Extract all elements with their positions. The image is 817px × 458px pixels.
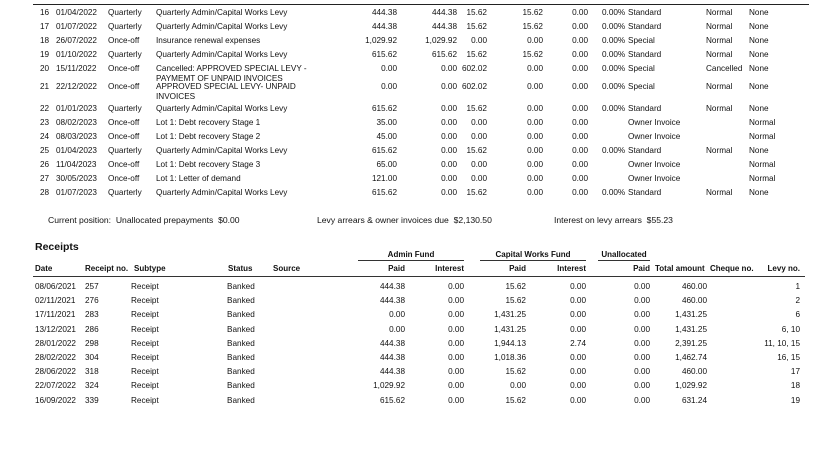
levy-frequency: Quarterly (108, 146, 142, 155)
levy-status: Owner Invoice (628, 174, 681, 183)
levy-interest: 0.00 (572, 8, 588, 17)
arrears-label: Levy arrears & owner invoices due (317, 215, 449, 225)
header-receipt-no: Receipt no. (85, 264, 129, 273)
receipt-no: 318 (85, 367, 99, 377)
receipt-status: Banked (227, 324, 255, 334)
levy-capital-amount: 602.02 (461, 64, 487, 73)
levy-category: Special (628, 82, 655, 91)
levy-capital-paid: 0.00 (527, 146, 543, 155)
levy-category: Standard (628, 8, 662, 17)
levy-date: 11/04/2023 (56, 160, 97, 169)
levy-no: 25 (40, 146, 50, 155)
receipt-total: 1,462.74 (675, 353, 707, 362)
levy-capital-amount: 0.00 (471, 36, 487, 45)
levy-date: 30/05/2023 (56, 174, 97, 183)
levy-discount: 0.00% (602, 82, 626, 91)
receipt-subtype: Receipt (131, 324, 159, 334)
header-cheque-no: Cheque no. (710, 264, 754, 273)
levy-note: None (749, 64, 769, 73)
receipt-levy-no: 18 (790, 381, 800, 391)
levy-admin-paid: 444.38 (431, 22, 457, 31)
receipt-subtype: Receipt (131, 395, 159, 405)
receipt-total: 2,391.25 (675, 338, 707, 348)
levy-admin-paid: 615.62 (431, 50, 457, 59)
levy-capital-amount: 0.00 (471, 118, 487, 127)
levy-description: Quarterly Admin/Capital Works Levy (156, 22, 288, 31)
levy-capital-paid: 0.00 (527, 82, 543, 91)
levy-category: Standard (628, 50, 662, 59)
receipt-admin-interest: 0.00 (448, 310, 464, 320)
receipt-subtype: Receipt (131, 310, 159, 320)
receipt-levy-no: 1 (795, 282, 800, 291)
levy-description: Lot 1: Debt recovery Stage 3 (156, 160, 261, 169)
levy-description: Cancelled: APPROVED SPECIAL LEVY - PAYMEMT OF UNPAID INVOICES (156, 64, 307, 83)
levy-admin-amount: 121.00 (371, 174, 397, 183)
top-rule (33, 4, 809, 5)
receipt-admin-paid: 615.62 (379, 395, 405, 405)
levy-discount: 0.00% (602, 64, 626, 73)
levy-admin-paid: 0.00 (441, 118, 457, 127)
levy-capital-amount: 0.00 (471, 160, 487, 169)
levy-capital-paid: 0.00 (527, 174, 543, 183)
levy-frequency: Once-off (108, 174, 140, 183)
levy-admin-amount: 615.62 (371, 104, 397, 113)
levy-category: Special (628, 36, 655, 45)
levy-admin-amount: 615.62 (371, 146, 397, 155)
receipt-admin-paid: 444.38 (379, 367, 405, 377)
receipt-admin-paid: 444.38 (379, 282, 405, 291)
receipt-capital-paid: 0.00 (510, 381, 526, 391)
levy-no: 27 (40, 174, 50, 183)
receipt-no: 276 (85, 296, 99, 306)
levy-capital-amount: 15.62 (466, 22, 487, 31)
levy-capital-paid: 0.00 (527, 104, 543, 113)
admin-fund-rule (358, 260, 464, 261)
levy-category: Special (628, 64, 655, 73)
receipt-total: 631.24 (681, 395, 707, 405)
prepayments-value: $0.00 (218, 215, 240, 225)
levy-admin-paid: 444.38 (431, 8, 457, 17)
levy-admin-amount: 615.62 (371, 50, 397, 59)
levy-status: Owner Invoice (628, 118, 681, 127)
levy-description: Quarterly Admin/Capital Works Levy (156, 50, 288, 59)
levy-date: 01/07/2022 (56, 22, 97, 31)
receipt-no: 286 (85, 324, 99, 334)
receipt-no: 324 (85, 381, 99, 391)
receipt-total: 460.00 (681, 296, 707, 306)
receipt-capital-interest: 0.00 (570, 324, 586, 334)
receipt-capital-interest: 0.00 (570, 310, 586, 320)
levy-frequency: Quarterly (108, 188, 142, 197)
receipt-date: 22/07/2022 (35, 381, 76, 391)
levy-capital-paid: 0.00 (527, 118, 543, 127)
levy-admin-paid: 0.00 (441, 146, 457, 155)
levy-description: Lot 1: Letter of demand (156, 174, 241, 183)
receipt-no: 304 (85, 353, 99, 362)
levy-discount: 0.00% (602, 188, 626, 197)
levy-interest: 0.00 (572, 104, 588, 113)
levy-no: 23 (40, 118, 50, 127)
capital-works-rule (480, 260, 586, 261)
receipt-unallocated: 0.00 (634, 353, 650, 362)
receipt-subtype: Receipt (131, 296, 159, 306)
header-unallocated-paid: Paid (633, 264, 650, 273)
levy-category: Standard (628, 104, 662, 113)
levy-status: Normal (706, 8, 733, 17)
levy-no: 17 (40, 22, 50, 31)
receipt-no: 257 (85, 282, 99, 291)
levy-frequency: Quarterly (108, 8, 142, 17)
levy-status: Normal (706, 146, 733, 155)
receipt-status: Banked (227, 310, 255, 320)
receipt-admin-interest: 0.00 (448, 324, 464, 334)
levy-interest: 0.00 (572, 22, 588, 31)
receipt-no: 298 (85, 338, 99, 348)
receipt-status: Banked (227, 296, 255, 306)
levy-admin-amount: 1,029.92 (365, 36, 397, 45)
levy-no: 18 (40, 36, 50, 45)
receipt-date: 28/06/2022 (35, 367, 76, 377)
levy-capital-paid: 0.00 (527, 160, 543, 169)
receipt-unallocated: 0.00 (634, 381, 650, 391)
unallocated-rule (598, 260, 650, 261)
receipt-capital-paid: 15.62 (505, 395, 526, 405)
levy-date: 01/04/2022 (56, 8, 97, 17)
levy-date: 08/03/2023 (56, 132, 97, 141)
receipt-admin-paid: 0.00 (389, 324, 405, 334)
levy-capital-amount: 15.62 (466, 188, 487, 197)
interest-label: Interest on levy arrears (554, 215, 642, 225)
levy-frequency: Once-off (108, 160, 140, 169)
levy-description: Quarterly Admin/Capital Works Levy (156, 104, 288, 113)
levy-date: 22/12/2022 (56, 82, 97, 91)
levy-admin-amount: 45.00 (376, 132, 397, 141)
receipt-admin-interest: 0.00 (448, 395, 464, 405)
header-status: Status (228, 264, 253, 273)
header-source: Source (273, 264, 301, 273)
receipt-unallocated: 0.00 (634, 395, 650, 405)
receipt-date: 28/01/2022 (35, 338, 76, 348)
levy-interest: 0.00 (572, 50, 588, 59)
levy-frequency: Once-off (108, 36, 140, 45)
receipt-unallocated: 0.00 (634, 296, 650, 306)
receipt-admin-interest: 0.00 (448, 282, 464, 291)
levy-admin-paid: 0.00 (441, 82, 457, 91)
levy-date: 26/07/2022 (56, 36, 97, 45)
levy-admin-paid: 0.00 (441, 104, 457, 113)
header-admin-interest: Interest (435, 264, 464, 273)
levy-status: Normal (706, 50, 733, 59)
receipt-admin-paid: 1,029.92 (373, 381, 405, 391)
receipt-capital-interest: 0.00 (570, 395, 586, 405)
receipt-total: 460.00 (681, 282, 707, 291)
receipt-admin-interest: 0.00 (448, 381, 464, 391)
levy-frequency: Once-off (108, 64, 140, 73)
header-levy-no: Levy no. (767, 264, 800, 273)
levy-capital-paid: 15.62 (522, 8, 543, 17)
levy-admin-paid: 0.00 (441, 132, 457, 141)
levy-discount: 0.00% (602, 36, 626, 45)
levy-note: None (749, 50, 769, 59)
receipt-no: 283 (85, 310, 99, 320)
levy-admin-amount: 65.00 (376, 160, 397, 169)
levy-interest: 0.00 (572, 82, 588, 91)
interest-summary (554, 215, 673, 225)
levy-note: None (749, 82, 769, 91)
receipt-admin-interest: 0.00 (448, 338, 464, 348)
receipt-date: 28/02/2022 (35, 353, 76, 362)
receipt-status: Banked (227, 367, 255, 377)
receipt-admin-paid: 0.00 (389, 310, 405, 320)
receipt-date: 17/11/2021 (35, 310, 76, 320)
levy-capital-amount: 15.62 (466, 146, 487, 155)
levy-frequency: Quarterly (108, 22, 142, 31)
levy-interest: 0.00 (572, 36, 588, 45)
levy-admin-paid: 0.00 (441, 188, 457, 197)
levy-interest: 0.00 (572, 64, 588, 73)
receipt-capital-paid: 1,018.36 (494, 353, 526, 362)
receipt-unallocated: 0.00 (634, 367, 650, 377)
levy-description: Insurance renewal expenses (156, 36, 261, 45)
levy-note: None (749, 104, 769, 113)
levy-note: Normal (749, 132, 776, 141)
levy-capital-amount: 15.62 (466, 104, 487, 113)
receipt-unallocated: 0.00 (634, 282, 650, 291)
receipt-capital-interest: 0.00 (570, 353, 586, 362)
header-admin-paid: Paid (388, 264, 405, 273)
receipt-capital-paid: 1,431.25 (494, 310, 526, 320)
levy-admin-paid: 0.00 (441, 174, 457, 183)
receipt-capital-interest: 0.00 (570, 381, 586, 391)
receipts-header-rule (33, 276, 805, 277)
receipt-date: 16/09/2022 (35, 395, 76, 405)
levy-discount: 0.00% (602, 146, 626, 155)
levy-discount: 0.00% (602, 8, 626, 17)
receipt-total: 1,431.25 (675, 324, 707, 334)
receipt-status: Banked (227, 381, 255, 391)
receipt-capital-paid: 1,944.13 (494, 338, 526, 348)
admin-fund-group: Admin Fund (387, 250, 435, 259)
header-date: Date (35, 264, 53, 273)
levy-note: None (749, 188, 769, 197)
receipt-admin-paid: 444.38 (379, 338, 405, 348)
levy-category: Standard (628, 146, 662, 155)
levy-frequency: Once-off (108, 82, 140, 91)
levy-capital-amount: 602.02 (461, 82, 487, 91)
levy-no: 21 (40, 82, 50, 91)
levy-frequency: Once-off (108, 118, 140, 127)
levy-discount: 0.00% (602, 50, 626, 59)
levy-admin-amount: 0.00 (381, 82, 397, 91)
levy-status: Normal (706, 22, 733, 31)
levy-date: 08/02/2023 (56, 118, 97, 127)
levy-no: 26 (40, 160, 50, 169)
receipt-levy-no: 6 (795, 310, 800, 320)
receipt-capital-interest: 2.74 (570, 338, 586, 348)
receipt-subtype: Receipt (131, 282, 159, 291)
levy-status: Normal (706, 104, 733, 113)
header-capital-interest: Interest (557, 264, 586, 273)
receipt-capital-paid: 15.62 (505, 367, 526, 377)
receipt-status: Banked (227, 395, 255, 405)
receipt-total: 1,431.25 (675, 310, 707, 320)
levy-note: None (749, 22, 769, 31)
levy-admin-amount: 444.38 (371, 22, 397, 31)
interest-value: $55.23 (646, 215, 673, 225)
levy-capital-paid: 15.62 (522, 50, 543, 59)
levy-capital-amount: 15.62 (466, 8, 487, 17)
levy-category: Standard (628, 22, 662, 31)
levy-description: Lot 1: Debt recovery Stage 1 (156, 118, 261, 127)
levy-interest: 0.00 (572, 160, 588, 169)
arrears-value: $2,130.50 (453, 215, 492, 225)
prepayments-label: Unallocated prepayments (115, 215, 214, 225)
receipts-title: Receipts (35, 241, 79, 253)
receipt-levy-no: 2 (795, 296, 800, 306)
unallocated-group: Unallocated (601, 250, 647, 259)
levy-status: Normal (706, 188, 733, 197)
receipt-levy-no: 11, 10, 15 (764, 338, 800, 348)
levy-capital-paid: 0.00 (527, 36, 543, 45)
header-subtype: Subtype (134, 264, 166, 273)
levy-description: APPROVED SPECIAL LEVY- UNPAID INVOICES (156, 82, 296, 101)
receipt-status: Banked (227, 353, 255, 362)
receipt-admin-interest: 0.00 (448, 367, 464, 377)
header-capital-paid: Paid (509, 264, 526, 273)
levy-description: Lot 1: Debt recovery Stage 2 (156, 132, 261, 141)
levy-no: 24 (40, 132, 50, 141)
levy-description: Quarterly Admin/Capital Works Levy (156, 8, 288, 17)
levy-capital-paid: 0.00 (527, 132, 543, 141)
levy-discount: 0.00% (602, 22, 626, 31)
receipt-date: 08/06/2021 (35, 282, 76, 291)
levy-description: Quarterly Admin/Capital Works Levy (156, 146, 288, 155)
receipt-subtype: Receipt (131, 353, 159, 362)
receipt-capital-paid: 1,431.25 (494, 324, 526, 334)
receipt-admin-paid: 444.38 (379, 296, 405, 306)
receipt-capital-interest: 0.00 (570, 282, 586, 291)
levy-frequency: Quarterly (108, 50, 142, 59)
levy-discount: 0.00% (602, 104, 626, 113)
receipt-subtype: Receipt (131, 381, 159, 391)
levy-no: 22 (40, 104, 50, 113)
receipt-unallocated: 0.00 (634, 310, 650, 320)
levy-capital-paid: 0.00 (527, 64, 543, 73)
levy-date: 01/07/2023 (56, 188, 97, 197)
levy-status: Normal (706, 36, 733, 45)
levy-description: Quarterly Admin/Capital Works Levy (156, 188, 288, 197)
levy-interest: 0.00 (572, 118, 588, 127)
levy-capital-paid: 15.62 (522, 22, 543, 31)
receipt-total: 460.00 (681, 367, 707, 377)
receipt-status: Banked (227, 338, 255, 348)
levy-status: Owner Invoice (628, 160, 681, 169)
levy-no: 19 (40, 50, 50, 59)
levy-note: Normal (749, 118, 776, 127)
receipt-date: 02/11/2021 (35, 296, 76, 306)
capital-works-group: Capital Works Fund (495, 250, 571, 259)
receipt-capital-interest: 0.00 (570, 296, 586, 306)
receipt-total: 1,029.92 (675, 381, 707, 391)
current-position-label: Current position: Unallocated prepayments $0.00 (48, 215, 240, 225)
arrears-summary (317, 215, 492, 225)
receipt-capital-paid: 15.62 (505, 282, 526, 291)
levy-admin-amount: 615.62 (371, 188, 397, 197)
levy-interest: 0.00 (572, 132, 588, 141)
levy-status: Cancelled (706, 64, 743, 73)
levy-note: None (749, 8, 769, 17)
levy-interest: 0.00 (572, 174, 588, 183)
levy-frequency: Quarterly (108, 104, 142, 113)
levy-no: 16 (40, 8, 50, 17)
levy-note: Normal (749, 174, 776, 183)
levy-date: 01/04/2023 (56, 146, 97, 155)
levy-no: 28 (40, 188, 50, 197)
levy-frequency: Once-off (108, 132, 140, 141)
levy-admin-amount: 444.38 (371, 8, 397, 17)
receipt-capital-paid: 15.62 (505, 296, 526, 306)
levy-no: 20 (40, 64, 50, 73)
receipt-unallocated: 0.00 (634, 324, 650, 334)
levy-category: Standard (628, 188, 662, 197)
levy-date: 01/01/2023 (56, 104, 97, 113)
receipt-no: 339 (85, 395, 99, 405)
receipt-unallocated: 0.00 (634, 338, 650, 348)
levy-note: None (749, 36, 769, 45)
receipt-status: Banked (227, 282, 255, 291)
levy-capital-amount: 0.00 (471, 174, 487, 183)
levy-date: 15/11/2022 (56, 64, 97, 73)
levy-status: Normal (706, 82, 733, 91)
levy-note: None (749, 146, 769, 155)
levy-admin-paid: 1,029.92 (425, 36, 457, 45)
receipt-admin-interest: 0.00 (448, 296, 464, 306)
receipt-subtype: Receipt (131, 338, 159, 348)
receipt-date: 13/12/2021 (35, 324, 76, 334)
levy-capital-amount: 0.00 (471, 132, 487, 141)
levy-interest: 0.00 (572, 146, 588, 155)
header-total-amount: Total amount (655, 264, 705, 273)
receipt-levy-no: 16, 15 (777, 353, 800, 362)
levy-admin-paid: 0.00 (441, 160, 457, 169)
receipt-capital-interest: 0.00 (570, 367, 586, 377)
levy-interest: 0.00 (572, 188, 588, 197)
receipt-levy-no: 17 (790, 367, 800, 377)
receipt-admin-interest: 0.00 (448, 353, 464, 362)
receipt-admin-paid: 444.38 (379, 353, 405, 362)
levy-capital-paid: 0.00 (527, 188, 543, 197)
levy-capital-amount: 15.62 (466, 50, 487, 59)
levy-date: 01/10/2022 (56, 50, 97, 59)
levy-status: Owner Invoice (628, 132, 681, 141)
receipt-levy-no: 6, 10 (781, 324, 800, 334)
levy-admin-amount: 35.00 (376, 118, 397, 127)
levy-note: Normal (749, 160, 776, 169)
receipt-levy-no: 19 (790, 395, 800, 405)
levy-admin-amount: 0.00 (381, 64, 397, 73)
receipt-subtype: Receipt (131, 367, 159, 377)
levy-admin-paid: 0.00 (441, 64, 457, 73)
